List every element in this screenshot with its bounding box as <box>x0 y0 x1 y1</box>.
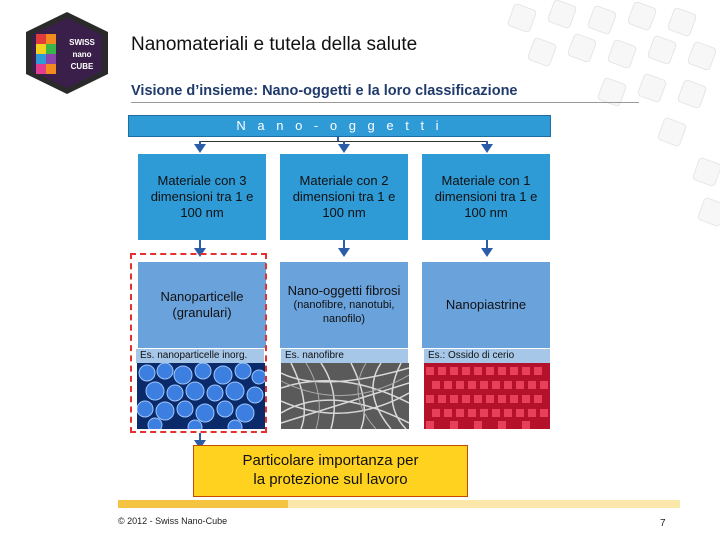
dimension-box-label: Materiale con 2 dimensioni tra 1 e 100 nm <box>292 172 396 221</box>
ceria-plates-micrograph <box>424 363 550 429</box>
svg-text:nano: nano <box>72 50 92 59</box>
note-line-2: la protezione sul lavoro <box>253 471 408 488</box>
footer-copyright: © 2012 - Swiss Nano-Cube <box>118 516 228 526</box>
page-subtitle: Visione d’insieme: Nano-oggetti e la loro classificazione <box>131 83 518 99</box>
svg-text:CUBE: CUBE <box>70 62 94 71</box>
footer-color-stripe <box>118 500 680 508</box>
arrow-down-icon <box>481 144 493 153</box>
nanofibres-micrograph <box>281 363 409 429</box>
arrow-down-icon <box>338 248 350 257</box>
nano-objects-header-box: N a n o - o g g e t t i <box>128 115 551 137</box>
dimension-box-1d <box>422 154 550 240</box>
importance-note <box>193 445 468 497</box>
arrow-down-icon <box>338 144 350 153</box>
swiss-nano-cube-logo <box>22 10 112 96</box>
subtitle-divider <box>131 102 639 103</box>
example-caption: Es. nanoparticelle inorg. <box>136 349 264 363</box>
type-box-nanoplates <box>422 262 550 348</box>
type-box-detail: (nanofibre, nanotubi, nanofilo) <box>293 299 395 326</box>
dimension-box-label: Materiale con 1 dimensioni tra 1 e 100 nm <box>434 172 538 221</box>
svg-text:SWISS: SWISS <box>69 38 95 47</box>
dimension-box-3d <box>138 154 266 240</box>
arrow-down-icon <box>481 248 493 257</box>
page-number: 7 <box>660 518 666 529</box>
note-line-1: Particolare importanza per <box>242 452 419 470</box>
type-box-label: Nano-oggetti fibrosi <box>287 283 401 299</box>
page-title: Nanomateriali e tutela della salute <box>131 34 418 55</box>
example-caption: Es.: Ossido di cerio <box>424 349 550 363</box>
type-box-fibrous <box>280 262 408 348</box>
dimension-box-label: Materiale con 3 dimensioni tra 1 e 100 nm <box>150 172 254 221</box>
arrow-down-icon <box>194 144 206 153</box>
type-box-label: Nanoparticelle (granulari) <box>160 288 244 320</box>
dimension-box-2d <box>280 154 408 240</box>
highlight-dashed-frame <box>130 253 267 433</box>
type-box-label: Nanopiastrine <box>445 296 527 312</box>
example-caption: Es. nanofibre <box>281 349 408 363</box>
